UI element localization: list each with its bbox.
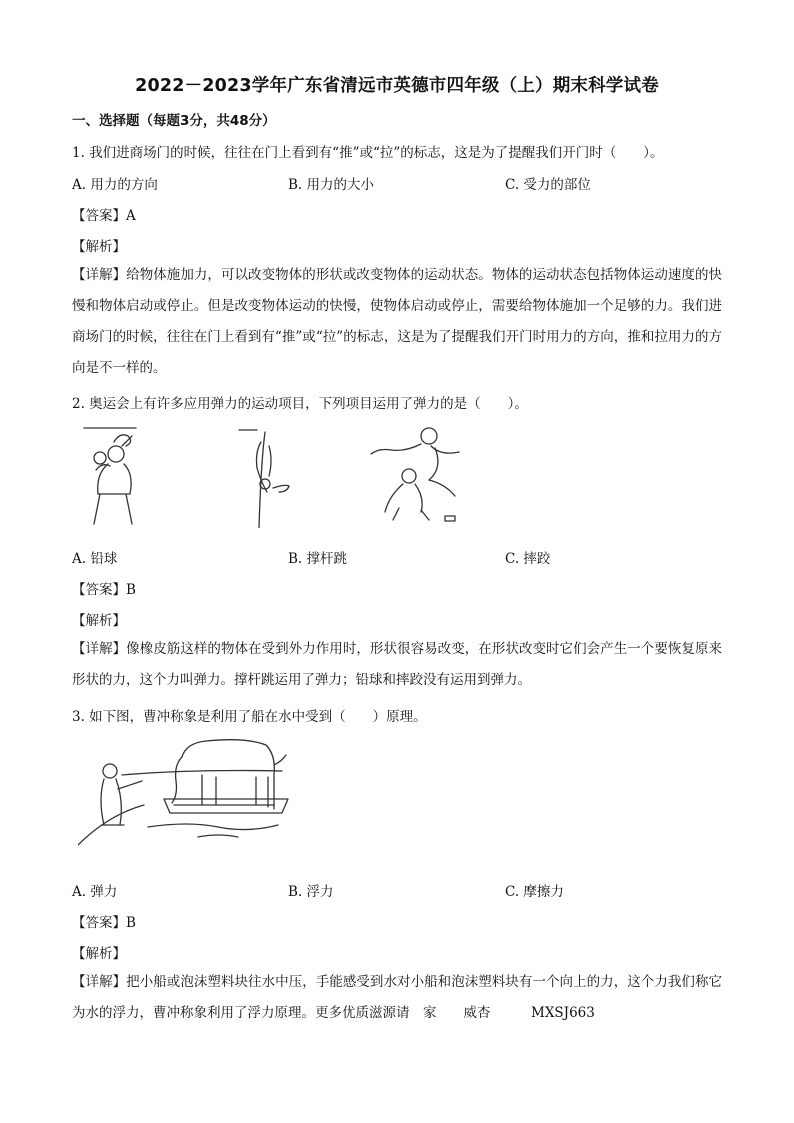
answer-value: A	[126, 208, 136, 224]
question-3-stem: 3. 如下图，曹冲称象是利用了船在水中受到（ ）原理。	[72, 709, 427, 725]
q2-option-b: B. 撑杆跳	[288, 551, 348, 567]
detail-text: 像橡皮筋这样的物体在受到外力作用时，形状很容易改变，在形状改变时它们会产生一个要恢复原来形状的力，这个力叫弹力。撑杆跳运用了弹力；铅球和摔跤没有运用到弹力。	[72, 641, 723, 688]
question-2-stem: 2. 奥运会上有许多应用弹力的运动项目，下列项目运用了弹力的是（ ）。	[72, 396, 528, 412]
q1-detail	[72, 260, 722, 384]
q1-option-c: C. 受力的部位	[505, 177, 591, 193]
detail-label: 【详解】	[72, 267, 127, 283]
cao-chong-elephant-figure	[78, 735, 298, 855]
answer-label: 【答案】	[72, 582, 126, 598]
question-1-stem: 1. 我们进商场门的时候，往往在门上看到有“推”或“拉”的标志，这是为了提醒我们开门时（ ）。	[72, 145, 664, 161]
detail-label: 【详解】	[72, 641, 127, 657]
answer-value: B	[126, 915, 136, 931]
q1-analysis-label: 【解析】	[72, 239, 126, 255]
q1-option-a: A. 用力的方向	[72, 177, 158, 193]
answer-value: B	[126, 582, 136, 598]
q2-option-c: C. 摔跤	[505, 551, 551, 567]
q3-option-b: B. 浮力	[288, 884, 334, 900]
section-heading: 一、选择题（每题3分，共48分）	[72, 113, 276, 129]
q2-detail	[72, 634, 722, 696]
detail-text: 把小船或泡沫塑料块往水中压，手能感受到水对小船和泡沫塑料块有一个向上的力，这个力我们称它为水的浮力，曹冲称象利用了浮力原理。更多优质滋源请 家 威杏 MXSJ663	[72, 974, 723, 1021]
q3-detail	[72, 967, 722, 1029]
q2-answer	[72, 578, 136, 598]
pole-vault-figure	[225, 428, 305, 528]
exam-title: 2022－2023学年广东省清远市英德市四年级（上）期末科学试卷	[135, 76, 659, 96]
detail-text: 给物体施加力，可以改变物体的形状或改变物体的运动状态。物体的运动状态包括物体运动速度的快慢和物体启动或停止。但是改变物体运动的快慢，使物体启动或停止，需要给物体施加一个足够的力。我们进商场门的时候，往往在门上看到有“推”或“拉”的标志，这是为了提醒我们开门时用力的方向，推和拉用力的方向是不一样的。	[72, 267, 723, 376]
answer-label: 【答案】	[72, 208, 126, 224]
q1-answer	[72, 204, 136, 224]
shot-put-figure	[78, 424, 178, 530]
answer-label: 【答案】	[72, 915, 126, 931]
q3-option-c: C. 摩擦力	[505, 884, 564, 900]
q3-answer	[72, 911, 136, 931]
q3-analysis-label: 【解析】	[72, 946, 126, 962]
wrestling-figure	[365, 418, 475, 528]
q1-option-b: B. 用力的大小	[288, 177, 375, 193]
detail-label: 【详解】	[72, 974, 127, 990]
q2-analysis-label: 【解析】	[72, 613, 126, 629]
q3-option-a: A. 弹力	[72, 884, 118, 900]
q2-option-a: A. 铅球	[72, 551, 118, 567]
